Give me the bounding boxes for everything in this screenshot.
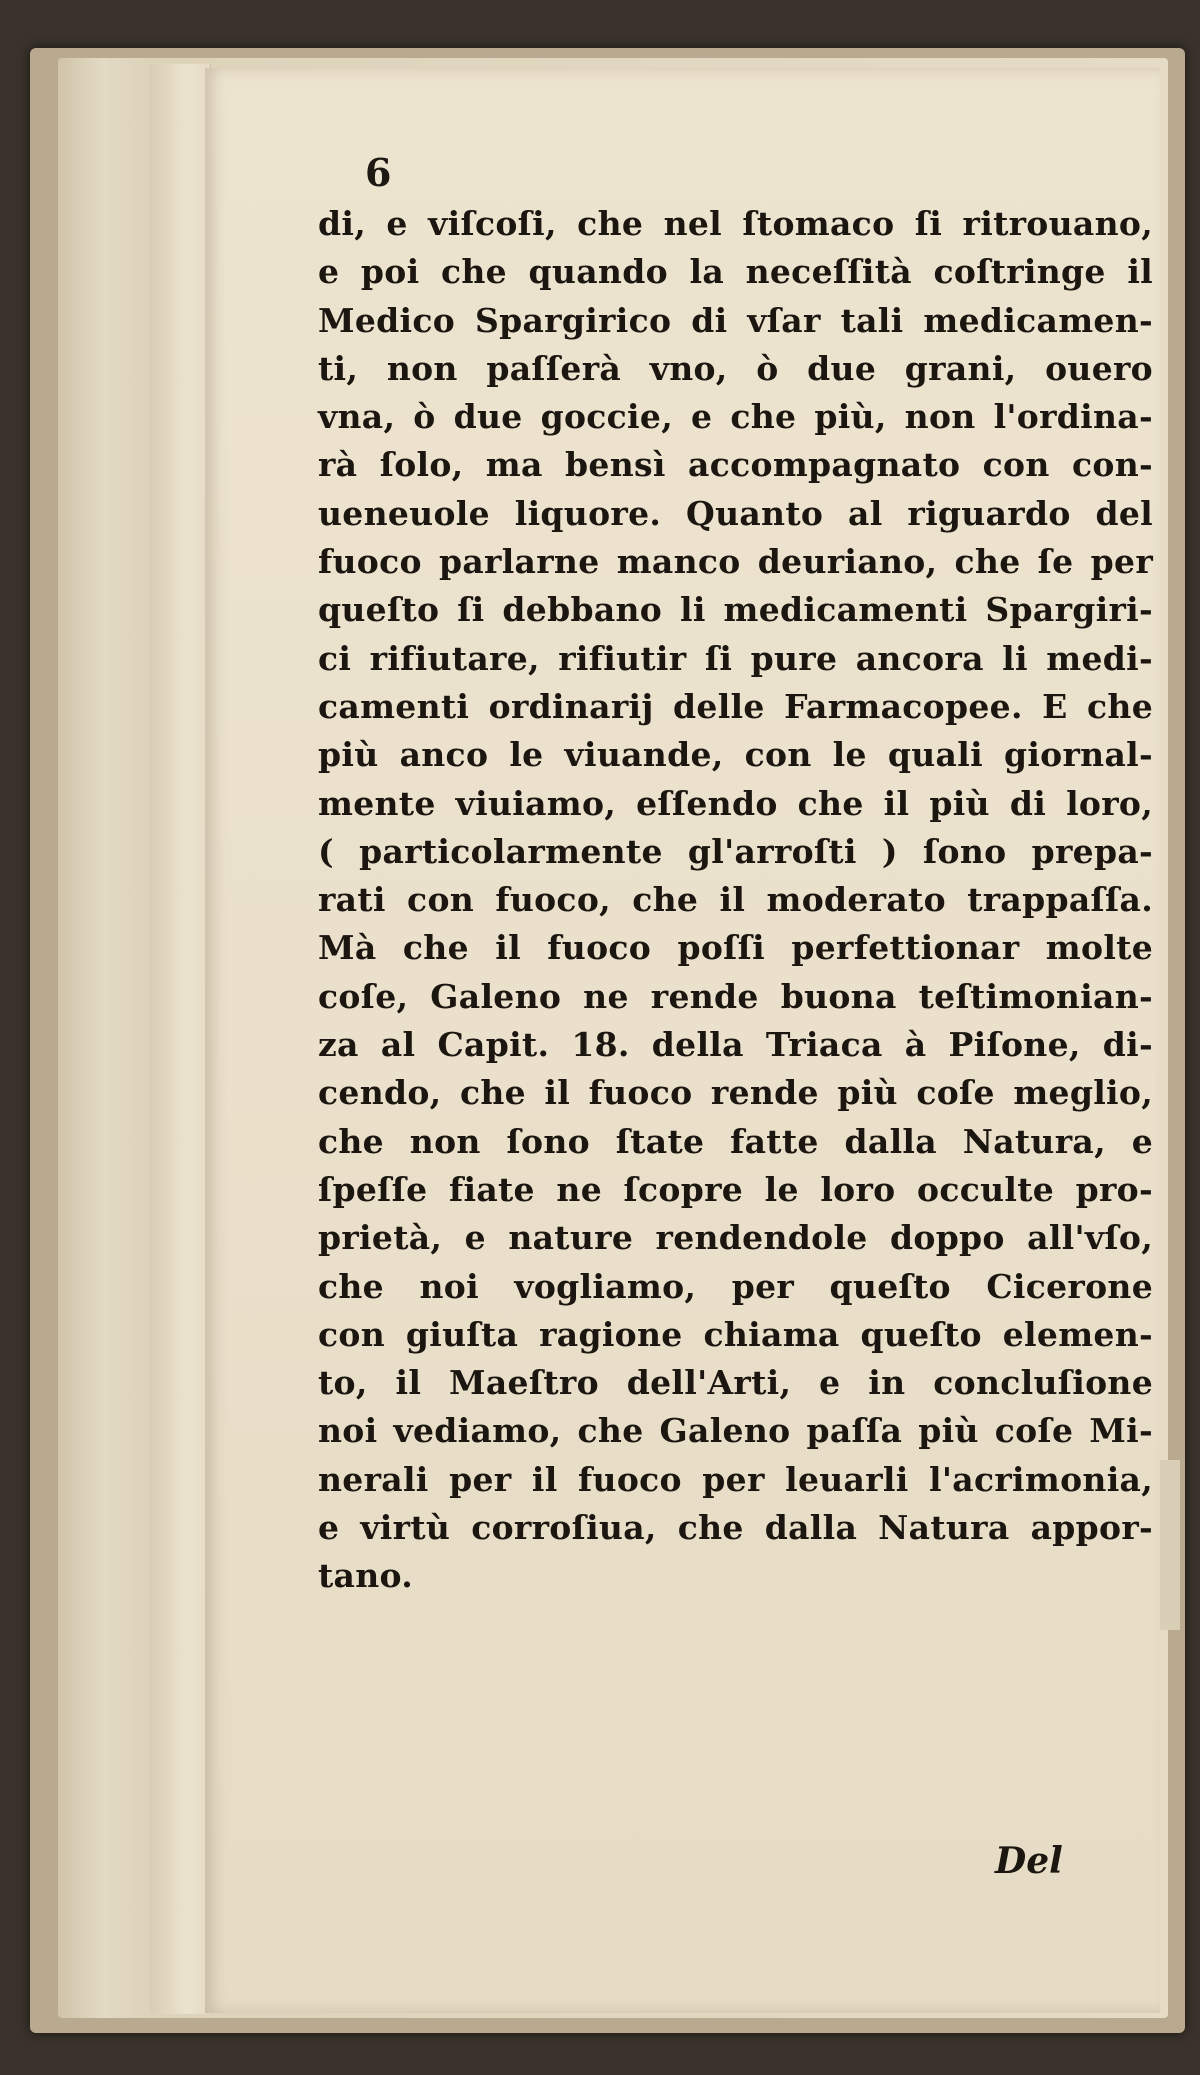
text-line: di, e viſcoſi, che nel ſtomaco ſi ritrouano, [318,204,1153,243]
text-line: rà ſolo, ma bensì accompagnato con con- [318,445,1153,485]
text-line: e virtù corroſiua, che dalla Natura appor- [318,1508,1153,1548]
text-line: Medico Spargirico di vſar tali medicamen- [318,300,1153,340]
text-line: camenti ordinarij delle Farmacopee. E che [318,686,1153,726]
text-line: ( particolarmente gl'arroſti ) ſono prepa- [318,831,1153,871]
text-line: che non ſono ſtate fatte dalla Natura, e [318,1121,1153,1161]
text-line: ti, non paſſerà vno, ò due grani, ouero [318,348,1153,388]
text-line: cendo, che il fuoco rende più coſe meglio, [318,1073,1153,1113]
text-line: con giuſta ragione chiama queſto elemen- [318,1314,1153,1354]
text-line: mente viuiamo, eſſendo che il più di loro, [318,783,1153,823]
text-line: vna, ò due goccie, e che più, non l'ordina- [318,397,1153,437]
text-line: e poi che quando la neceſſità coſtringe il [318,252,1153,292]
text-line: ſpeſſe fiate ne ſcopre le loro occulte pro- [318,1169,1153,1209]
text-line: to, il Maeſtro dell'Arti, e in concluſione [318,1363,1153,1403]
text-line: tano. [318,1556,414,1596]
text-line: ci rifiutare, rifiutir ſi pure ancora li medi- [318,638,1153,678]
text-line: ueneuole liquore. Quanto al riguardo del [318,493,1153,533]
text-line: fuoco parlarne manco deuriano, che ſe per [318,542,1153,582]
text-line: Mà che il fuoco poſſi perfettionar molte [318,928,1153,968]
catchword: Del [995,1840,1063,1882]
show-through-text [318,1600,1148,1648]
page-number: 6 [365,150,392,195]
body-text [318,200,1153,1601]
text-line: più anco le viuande, con le quali giornal- [318,735,1153,775]
text-line: rati con fuoco, che il moderato trappaſſa. [318,880,1153,920]
text-line: prietà, e nature rendendole doppo all'vſo, [318,1218,1153,1258]
text-line: coſe, Galeno ne rende buona teſtimonian- [318,976,1153,1016]
text-line: nerali per il fuoco per leuarli l'acrimonia, [318,1459,1153,1499]
text-line: za al Capit. 18. della Triaca à Piſone, di- [318,1025,1153,1065]
text-line: che noi vogliamo, per queſto Cicerone [318,1266,1153,1306]
text-line: noi vediamo, che Galeno paſſa più coſe Mi- [318,1411,1153,1451]
book-gutter [150,64,211,2014]
text-line: queſto ſi debbano li medicamenti Spargiri- [318,590,1153,630]
